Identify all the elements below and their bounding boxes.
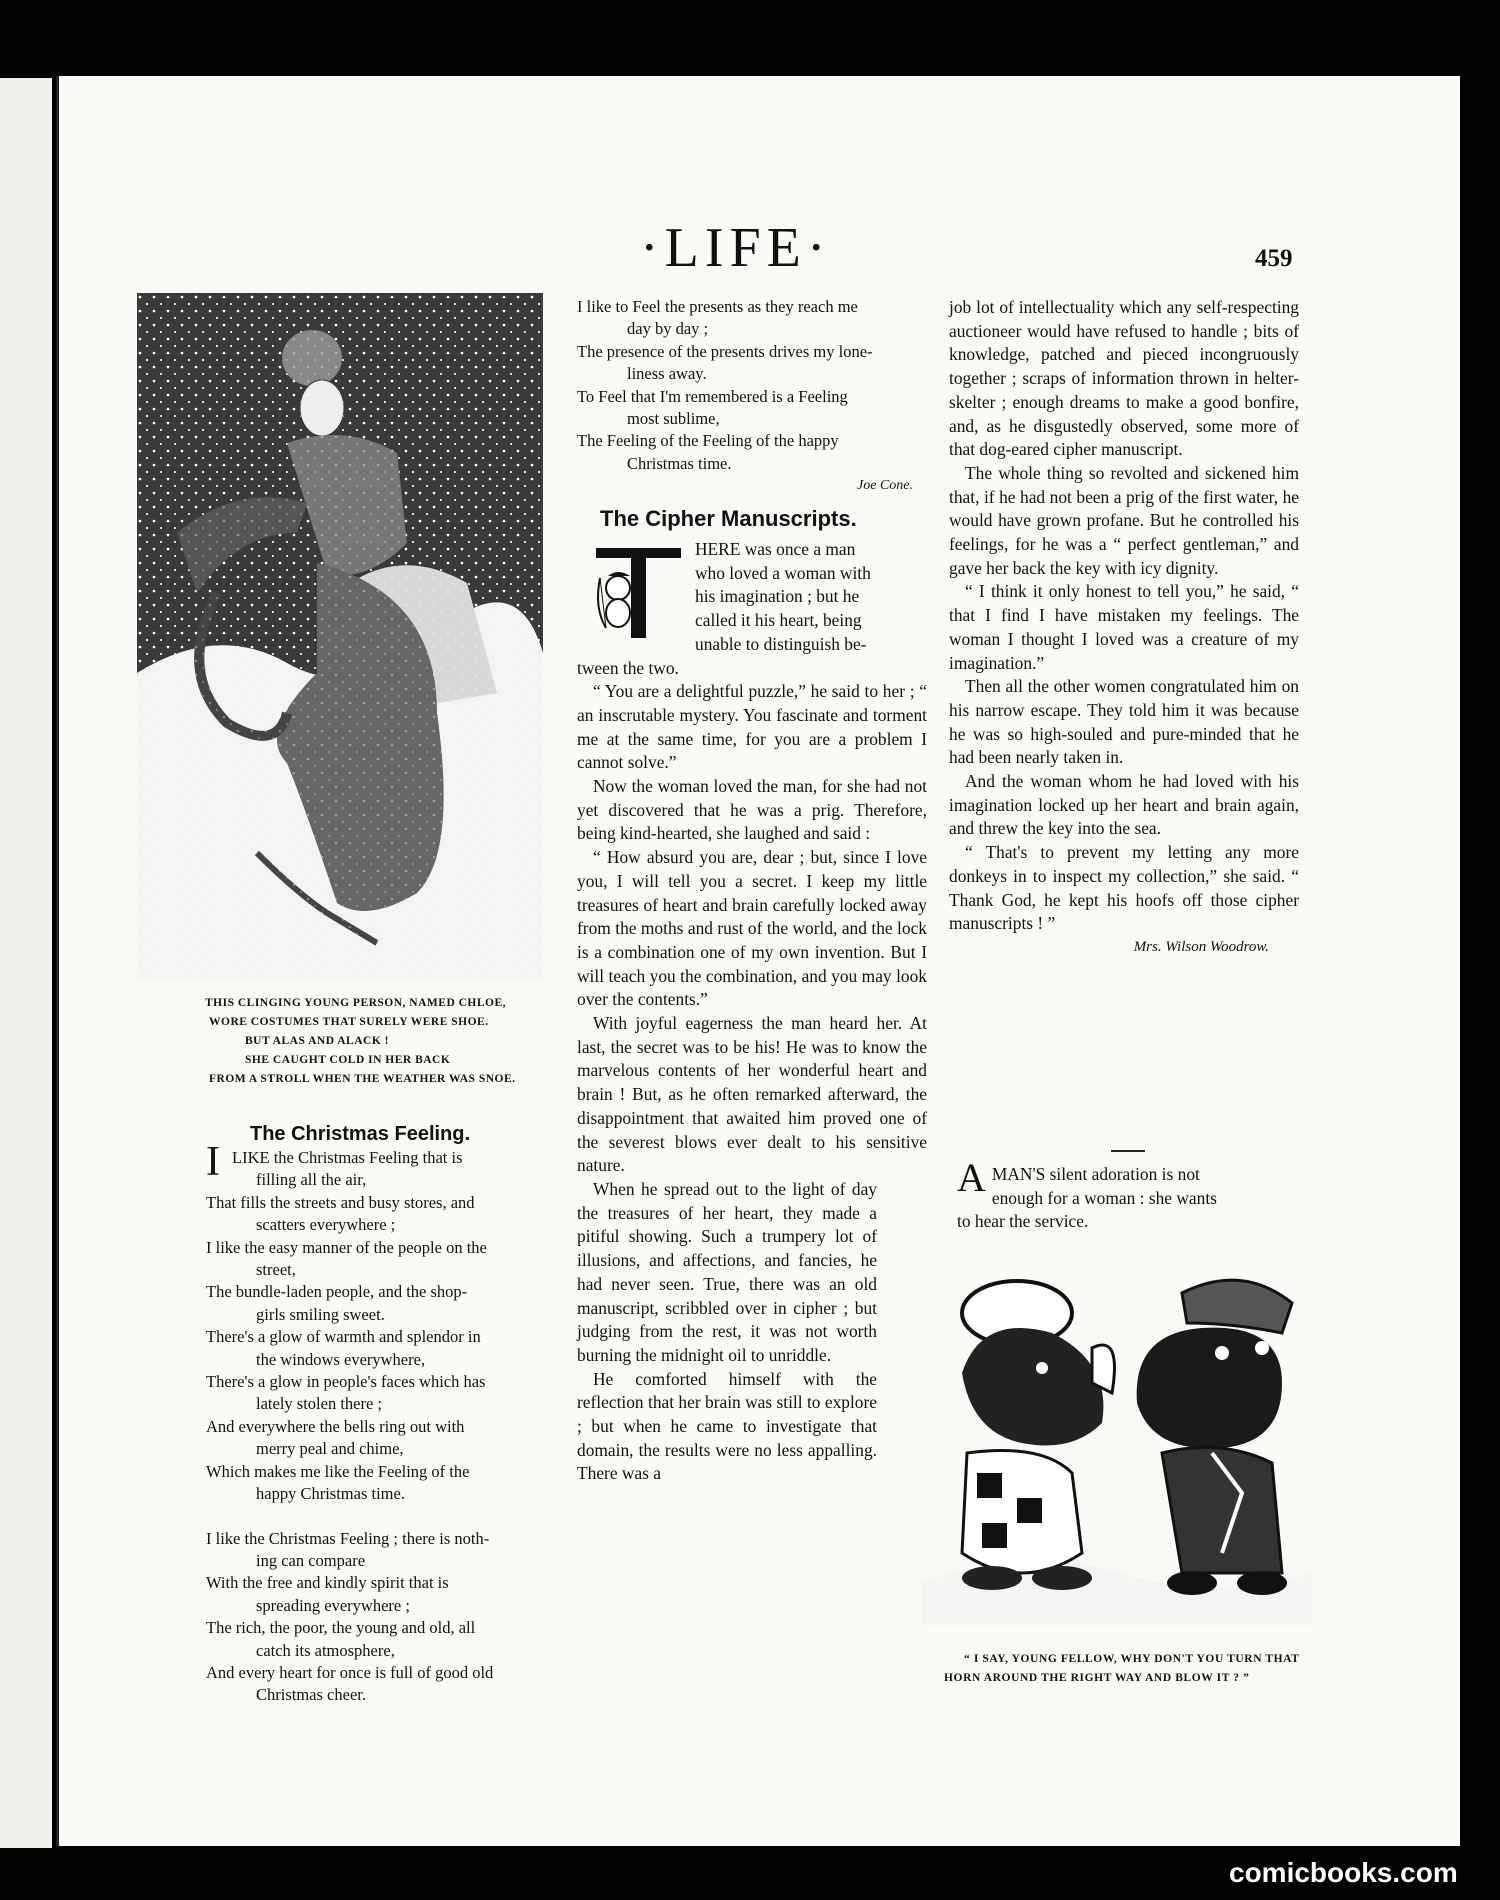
paragraph: He comforted himself with the reflection that her brain was still to explore ; but when he came to investigate that domain, the results were no less appalling. There was a <box>577 1368 877 1484</box>
verse-line: filling all the air, <box>256 1170 367 1190</box>
verse-line: Christmas cheer. <box>256 1685 366 1705</box>
verse-line: happy Christmas time. <box>256 1484 405 1504</box>
stanza-2 <box>206 1528 552 1707</box>
stanza-1 <box>206 1139 552 1506</box>
verse-line: The Feeling of the Feeling of the happy <box>577 431 839 451</box>
verse-line: day by day ; <box>627 319 709 339</box>
facing-page-edge <box>0 78 52 1848</box>
verse-line: I like to Feel the presents as they reach me <box>577 297 858 316</box>
verse-line: street, <box>256 1260 296 1280</box>
aphorism-line: to hear the service. <box>957 1211 1089 1232</box>
paragraph: “ You are a delightful puzzle,” he said to her ; “ an inscrutable mystery. You fascinate and torment me at the same time, for you are a problem I cannot solve.” <box>577 681 927 773</box>
christmas-verse-col1 <box>206 1139 552 1707</box>
verse-line: With the free and kindly spirit that is <box>206 1573 449 1593</box>
dropcap-a: A <box>957 1155 986 1200</box>
rhino-figure <box>962 1281 1115 1590</box>
caption-line: BUT ALAS AND ALACK ! <box>245 1035 389 1047</box>
cartoon-caption <box>944 1650 1314 1688</box>
verse-line: Which makes me like the Feeling of the <box>206 1461 470 1481</box>
verse-line: spreading everywhere ; <box>256 1595 410 1615</box>
christmas-feeling-title: The Christmas Feeling. <box>250 1123 471 1145</box>
paragraph: “ How absurd you are, dear ; but, since I love you, I will tell you a secret. I keep my little treasures of heart and brain carefully locked away from the moths and rust of the world, and the lock is a combination one of my own invention. But I will teach you the combination, and you may look over the contents.” <box>577 847 927 1010</box>
verse-line: Christmas time. <box>627 453 732 473</box>
verse-opening <box>206 1139 552 1192</box>
verse-line: ing can compare <box>256 1550 366 1570</box>
paragraph: The whole thing so revolted and sickened him that, if he had not been a prig of the first water, he would have grown profane. But he controlled his feelings, for he was a “ perfect gentleman,” and gave her back the key with icy dignity. <box>949 462 1299 578</box>
verse-line: catch its atmosphere, <box>256 1640 395 1660</box>
verse-line: The bundle-laden people, and the shop- <box>206 1282 468 1302</box>
watermark: comicbooks.com <box>1229 1857 1458 1888</box>
verse-line: The presence of the presents drives my lone- <box>577 341 873 361</box>
hippo-figure <box>1137 1280 1292 1595</box>
stanza-3 <box>577 296 923 475</box>
paragraph: “ That's to prevent my letting any more donkeys in to inspect my collection,” she said. “ Thank God, he kept his hoofs off those cipher manuscripts ! ” <box>949 842 1299 934</box>
rhino-hippo-cartoon <box>922 1253 1312 1625</box>
aphorism-line: MAN'S silent adoration is not <box>991 1164 1200 1184</box>
cipher-title: The Cipher Manuscripts. <box>600 506 857 531</box>
verse-line: lately stolen there ; <box>256 1394 382 1414</box>
gutter-line <box>56 76 59 1846</box>
verse-line: There's a glow in people's faces which has <box>206 1372 486 1392</box>
author-mrs-wilson-woodrow: Mrs. Wilson Woodrow. <box>1133 938 1269 955</box>
verse-line: LIKE the Christmas Feeling that is <box>232 1148 463 1167</box>
verse-line: The rich, the poor, the young and old, all <box>206 1618 476 1638</box>
aphorism-line: enough for a woman : she wants <box>991 1187 1217 1208</box>
opening-line: HERE was once a man <box>695 539 856 559</box>
illustration-caption <box>205 994 565 1089</box>
snow-woman-illustration <box>137 293 543 979</box>
caption-line: “ I SAY, YOUNG FELLOW, WHY DON'T YOU TURN THAT <box>964 1653 1300 1665</box>
page-number: 459 <box>1255 245 1293 272</box>
aphorism <box>957 1155 1307 1234</box>
dropcap-i: I <box>206 1139 220 1185</box>
cipher-column-3 <box>949 296 1299 960</box>
cipher-column-2 <box>577 538 927 1486</box>
verse-line: I like the Christmas Feeling ; there is noth- <box>206 1528 490 1548</box>
verse-line: scatters everywhere ; <box>256 1215 396 1235</box>
verse-line: merry peal and chime, <box>256 1439 404 1459</box>
paragraph: Now the woman loved the man, for she had not yet discovered that he was a prig. Therefore, being kind-hearted, she laughed and said : <box>577 776 927 844</box>
paragraph: And the woman whom he had loved with his imagination locked up her heart and brain again, and threw the key into the sea. <box>949 771 1299 839</box>
verse-line: To Feel that I'm remembered is a Feeling <box>577 386 848 406</box>
verse-line: the windows everywhere, <box>256 1349 426 1369</box>
caption-line: THIS CLINGING YOUNG PERSON, NAMED CHLOE, <box>205 997 507 1009</box>
verse-line: I like the easy manner of the people on the <box>206 1237 487 1257</box>
verse-line: liness away. <box>627 364 707 384</box>
caption-line: HORN AROUND THE RIGHT WAY AND BLOW IT ? ” <box>944 1672 1250 1684</box>
masthead: ·LIFE· <box>640 217 832 279</box>
paragraph: tween the two. <box>577 657 679 678</box>
verse-line: There's a glow of warmth and splendor in <box>206 1327 481 1347</box>
opening-line: who loved a woman with <box>695 562 871 583</box>
verse-line: That fills the streets and busy stores, and <box>206 1192 475 1212</box>
caption-line: FROM A STROLL WHEN THE WEATHER WAS SNOE. <box>209 1073 516 1085</box>
opening-line: his imagination ; but he <box>695 586 860 607</box>
verse-line: And every heart for once is full of good old <box>206 1662 494 1682</box>
caption-line: SHE CAUGHT COLD IN HER BACK <box>245 1054 451 1066</box>
caption-line: WORE COSTUMES THAT SURELY WERE SHOE. <box>209 1016 489 1028</box>
christmas-verse-col2 <box>577 296 923 498</box>
verse-line: girls smiling sweet. <box>256 1304 385 1324</box>
paragraph: With joyful eagerness the man heard her. At last, the secret was to be his! He was to know the marvelous contents of her wonderful heart and brain ! But, as he often remarked afterward, the disappointment that awaited him proved one of the severest blows ever dealt to his sensitive nature. <box>577 1013 927 1176</box>
paragraph: job lot of intellectuality which any self-respecting auctioneer would have refused to handle ; bits of knowledge, patched and pieced incongruously together ; scraps of information thrown in helter-skelter ; enough dreams to make a good bonfire, and, as he disgustedly observed, some more of that dog-eared cipher manuscript. <box>949 297 1299 460</box>
verse-line: And everywhere the bells ring out with <box>206 1416 465 1436</box>
verse-line: most sublime, <box>627 409 720 429</box>
opening-line: unable to distinguish be- <box>695 633 867 654</box>
author-joe-cone: Joe Cone. <box>857 478 913 494</box>
paragraph: “ I think it only honest to tell you,” he said, “ that I find I have mistaken my feelings. The woman I thought I loved was a creature of my imagination.” <box>949 581 1299 673</box>
paragraph: When he spread out to the light of day the treasures of her heart, they made a pitiful showing. Such a trumpery lot of illusions, and affections, and fancies, he had never seen. True, there was an old manuscript, scribbled over in cipher ; but judging from the rest, it was not worth burning the midnight oil to unriddle. <box>577 1178 877 1365</box>
opening-line: called it his heart, being <box>695 610 862 631</box>
section-divider <box>1111 1150 1145 1152</box>
paragraph: Then all the other women congratulated him on his narrow escape. They told him it was because he was so high-souled and pure-minded that he had been nearly taken in. <box>949 676 1299 768</box>
